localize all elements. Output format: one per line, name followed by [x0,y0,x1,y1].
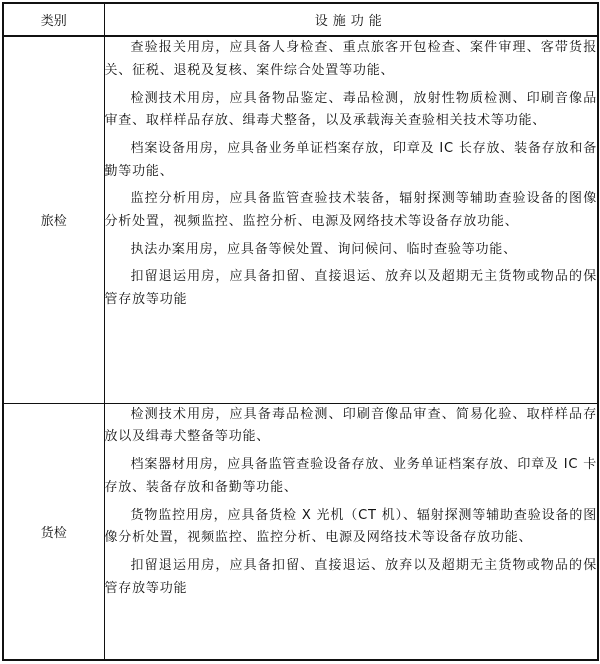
table-row [3,403,598,660]
function-item: 执法办案用房，应具备等候处置、询问候问、临时查验等功能、 [130,241,517,257]
function-item: 检测技术用房，应具备物品鉴定、毒品检测，放射性物质检测、印刷音像品审查、取样样品存放、缉毒犬整备，以及承载海关查验相关技术等功能、 [104,90,597,129]
header-facility-function: 设施功能 [104,3,598,36]
category-cell: 货检 [3,403,104,660]
function-list-cell [104,403,598,660]
function-item: 货物监控用房，应具备货检 X 光机（CT 机）、辐射探测等辅助查验设备的图像分析处置，视频监控、监控分析、电源及网络技术等设备存放功能、 [104,507,597,546]
function-item: 扣留退运用房，应具备扣留、直接退运、放弃以及超期无主货物或物品的保管存放等功能 [104,557,597,596]
table-header-row [3,3,598,36]
facility-function-table [2,2,599,661]
category-cell: 旅检 [3,36,104,403]
function-item: 监控分析用房，应具备监管查验技术装备，辐射探测等辅助查验设备的图像分析处置，视频监控、监控分析、电源及网络技术等设备存放功能、 [104,191,597,230]
function-item: 查验报关用房，应具备人身检查、重点旅客开包检查、案件审理、客带货报关、征税、退税及复核、案件综合处置等功能、 [104,40,597,78]
table-row [3,36,598,403]
function-item: 档案设备用房，应具备业务单证档案存放，印章及 IC 长存放、装备存放和备勤等功能、 [104,140,597,179]
function-list-cell [104,36,598,403]
function-item: 档案器材用房，应具备监管查验设备存放、业务单证档案存放、印章及 IC 卡存放、装备存放和备勤等功能、 [104,457,597,495]
function-item: 扣留退运用房，应具备扣留、直接退运、放弃以及超期无主货物或物品的保管存放等功能 [104,269,597,308]
function-item: 检测技术用房，应具备毒品检测、印刷音像品审查、简易化验、取样样品存放以及缉毒犬整备等功能、 [104,406,597,445]
header-category: 类别 [3,3,104,36]
